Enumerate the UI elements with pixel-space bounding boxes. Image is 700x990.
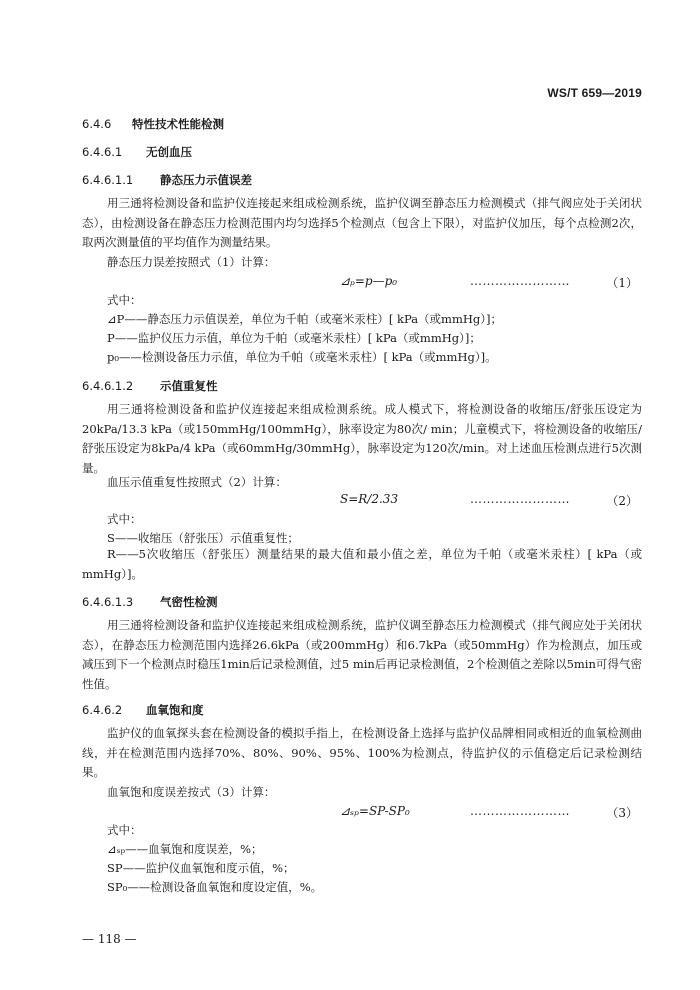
formula-1: ⊿ₚ=p—p₀ (340, 274, 398, 288)
where-label: 式中： (107, 823, 142, 837)
calc-instruction-1: 静态压力误差按照式（1）计算： (107, 255, 276, 269)
section-number: 6.4.6.1.3 (82, 595, 134, 609)
paragraph-spo2: 监护仪的血氧探头套在检测设备的模拟手指上，在检测设备上选择与监护仪品牌相同或相近的血氧检测曲线，并在检测范围内选择70%、80%、90%、95%、100%为检测点，待监护仪的示值稳定后记录检测结果。 (82, 726, 642, 779)
definition-p0: p₀——检测设备压力示值，单位为千帕（或毫米汞柱）[ kPa（或mmHg）]。 (107, 350, 497, 364)
section-number: 6.4.6.1 (82, 145, 123, 159)
section-title: 血氧饱和度 (146, 703, 204, 717)
section-number: 6.4.6.1.1 (82, 173, 134, 187)
formula-number-2: （2） (606, 494, 638, 508)
definition-r: R——5次收缩压（舒张压）测量结果的最大值和最小值之差，单位为千帕（或毫米汞柱）[ kPa（或mmHg）]。 (82, 547, 642, 581)
page-number: — 118 — (82, 932, 137, 946)
formula-2: S=R/2.33 (340, 492, 399, 506)
section-number: 6.4.6.1.2 (82, 379, 134, 393)
calc-instruction-2: 血压示值重复性按照式（2）计算： (107, 475, 287, 489)
definition-s: S——收缩压（舒张压）示值重复性； (107, 531, 299, 545)
section-title: 特性技术性能检测 (132, 117, 224, 131)
definition-p: P——监护仪压力示值，单位为千帕（或毫米汞柱）[ kPa（或mmHg）]； (107, 331, 481, 345)
section-heading-6-4-6 (82, 116, 224, 132)
section-number: 6.4.6 (82, 117, 112, 131)
formula-leader-dots: …………………… (470, 804, 570, 818)
section-heading-6-4-6-2 (82, 702, 204, 718)
formula-number-3: （3） (606, 806, 638, 820)
section-number: 6.4.6.2 (82, 703, 123, 717)
section-heading-6-4-6-1-3 (82, 594, 218, 610)
definition-delta-p: ⊿P——静态压力示值误差，单位为千帕（或毫米汞柱）[ kPa（或mmHg）]； (107, 312, 502, 326)
section-heading-6-4-6-1-1 (82, 172, 252, 188)
formula-leader-dots: …………………… (470, 274, 570, 288)
definition-delta-sp: ⊿ₛₚ——血氧饱和度误差，%； (107, 842, 263, 856)
formula-3: ⊿ₛₚ=SP-SP₀ (340, 804, 410, 818)
definition-sp: SP——监护仪血氧饱和度示值，%； (107, 861, 295, 875)
paragraph-static-pressure: 用三通将检测设备和监护仪连接起来组成检测系统，监护仪调至静态压力检测模式（排气阀应处于关闭状态），由检测设备在静态压力检测范围内均匀选择5个检测点（包含上下限），对监护仪加压，每个点检测2次，取两次测量值的平均值作为测量结果。 (82, 196, 642, 249)
section-title: 示值重复性 (160, 379, 218, 393)
section-heading-6-4-6-1-2 (82, 378, 218, 394)
paragraph-repeatability: 用三通将检测设备和监护仪连接起来组成检测系统。成人模式下，将检测设备的收缩压/舒张压设定为20kPa/13.3 kPa（或150mmHg/100mmHg），脉率设定为80次/ min；儿童模式下，将检测设备的收缩压/舒张压设定为8kPa/4 kPa（或60mmHg/30mmHg），脉率设定为120次/min。对上述血压检测点进行5次测量。 (82, 402, 642, 475)
section-heading-6-4-6-1 (82, 144, 192, 160)
where-label: 式中： (107, 512, 142, 526)
where-label: 式中： (107, 293, 142, 307)
formula-number-1: （1） (606, 276, 638, 290)
definition-sp0: SP₀——检测设备血氧饱和度设定值，%。 (107, 880, 323, 894)
calc-instruction-3: 血氧饱和度误差按式（3）计算： (107, 785, 276, 799)
section-title: 气密性检测 (160, 595, 218, 609)
section-title: 静态压力示值误差 (160, 173, 252, 187)
formula-leader-dots: …………………… (470, 492, 570, 506)
section-title: 无创血压 (146, 145, 192, 159)
document-code: WS/T 659—2019 (547, 86, 642, 100)
paragraph-airtightness: 用三通将检测设备和监护仪连接起来组成检测系统，监护仪调至静态压力检测模式（排气阀应处于关闭状态），在静态压力检测范围内选择26.6kPa（或200mmHg）和6.7kPa（或50mmHg）作为检测点，加压或减压到下一个检测点时稳压1min后记录检测值，过5 min后再记录检测值，2个检测值之差除以5min可得气密性值。 (82, 618, 642, 691)
